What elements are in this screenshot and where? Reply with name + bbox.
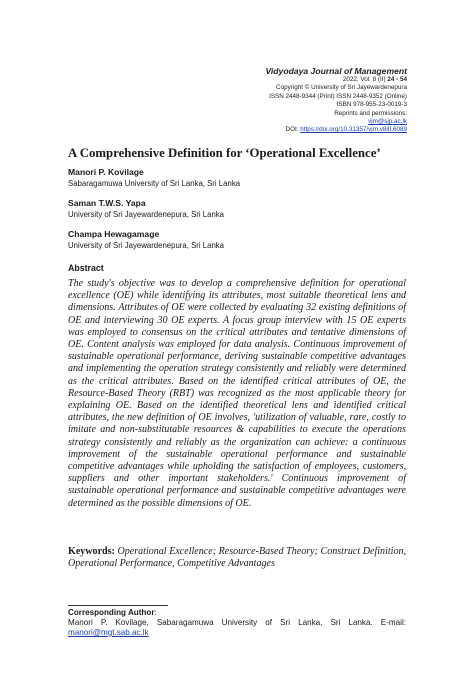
keywords-text: Operational Excellence; Resource-Based Theory; Construct Definition, Operational Performance, Competitive Advantages [68, 546, 406, 570]
author-affiliation: Sabaragamuwa University of Sri Lanka, Sri Lanka [68, 179, 241, 188]
journal-issn: ISSN 2448-9344 (Print) ISSN 2448-9352 (Online) [269, 92, 407, 100]
corresponding-author-label: Corresponding Author [68, 608, 155, 617]
abstract-text: The study's objective was to develop a comprehensive definition for operational excellence (OE) while identifying its attributes, most suitable theoretical lens and dimensions. Attributes of OE were collected by evaluating 32 existing definitions of OE and interviewing 30 OE experts. A focus group interview with 15 OE experts was employed to consensus on the critical attributes and tentative dimensions of OE. Content analysis was employed for data analysis. Continuous improvement of sustainable operational performance, deriving sustainable competitive advantages and implementing the operation strategy consistently and reliably were determined as the critical attributes. Based on the identified critical attributes of OE, the Resource-Based Theory (RBT) was recognized as the most applicable theory for explaining OE. Based on the identified theoretical lens and identified critical attributes, the new definition of OE involves, 'utilization of valuable, rare, costly to imitate and non-substitutable resources & capabilities to execute the operations strategy consistently and reliably as the organization can achieve: a continuous improvement of the sustainable operational performance and sustainable competitive advantages while upholding the satisfaction of employees, customers, suppliers and other important stakeholders.' Continuous improvement of sustainable operational performance and sustainable competitive advantages were determined as the possible dimensions of OE. [68, 278, 406, 509]
paper-title: A Comprehensive Definition for ‘Operational Excellence’ [68, 146, 381, 160]
corresponding-colon: : [154, 608, 157, 617]
keywords-label: Keywords: [68, 546, 115, 557]
corresponding-author-details: Manori P. Kovilage, Sabaragamuwa University of Sri Lanka, Sri Lanka. E-mail: [68, 618, 406, 627]
reprints-label: Reprints and permissions: [334, 109, 407, 117]
journal-title: Vidyodaya Journal of Management [265, 66, 407, 76]
journal-metadata [147, 66, 407, 135]
journal-isbn: ISBN 978-955-23-0019-3 [336, 101, 407, 109]
keywords-section [68, 546, 406, 571]
doi-line [147, 126, 407, 134]
issue-pages: 24 - 54 [387, 76, 407, 83]
footnote-divider [68, 605, 168, 606]
reprints-email-link[interactable]: vjm@sjp.ac.lk [368, 118, 407, 126]
journal-copyright: Copyright © University of Sri Jayewardenepura [276, 84, 407, 92]
author-name: Manori P. Kovilage [68, 167, 144, 177]
author-block [68, 167, 428, 189]
issue-volume: 2022, Vol. 8 (II) [342, 76, 388, 83]
doi-label: DOI: [285, 126, 301, 134]
author-affiliation: University of Sri Jayewardenepura, Sri Lanka [68, 210, 225, 219]
doi-link[interactable]: https://doi.org/10.31357/vjm.v8iII.6089 [300, 126, 407, 134]
corresponding-email-link[interactable]: manori@mgt.sab.ac.lk [68, 628, 149, 637]
author-affiliation: University of Sri Jayewardenepura, Sri Lanka [68, 241, 225, 250]
author-name: Saman T.W.S. Yapa [68, 198, 146, 208]
corresponding-author-note [68, 608, 406, 638]
author-block [68, 198, 428, 220]
author-block [68, 229, 428, 251]
author-name: Champa Hewagamage [68, 229, 160, 239]
abstract-heading: Abstract [68, 263, 104, 273]
